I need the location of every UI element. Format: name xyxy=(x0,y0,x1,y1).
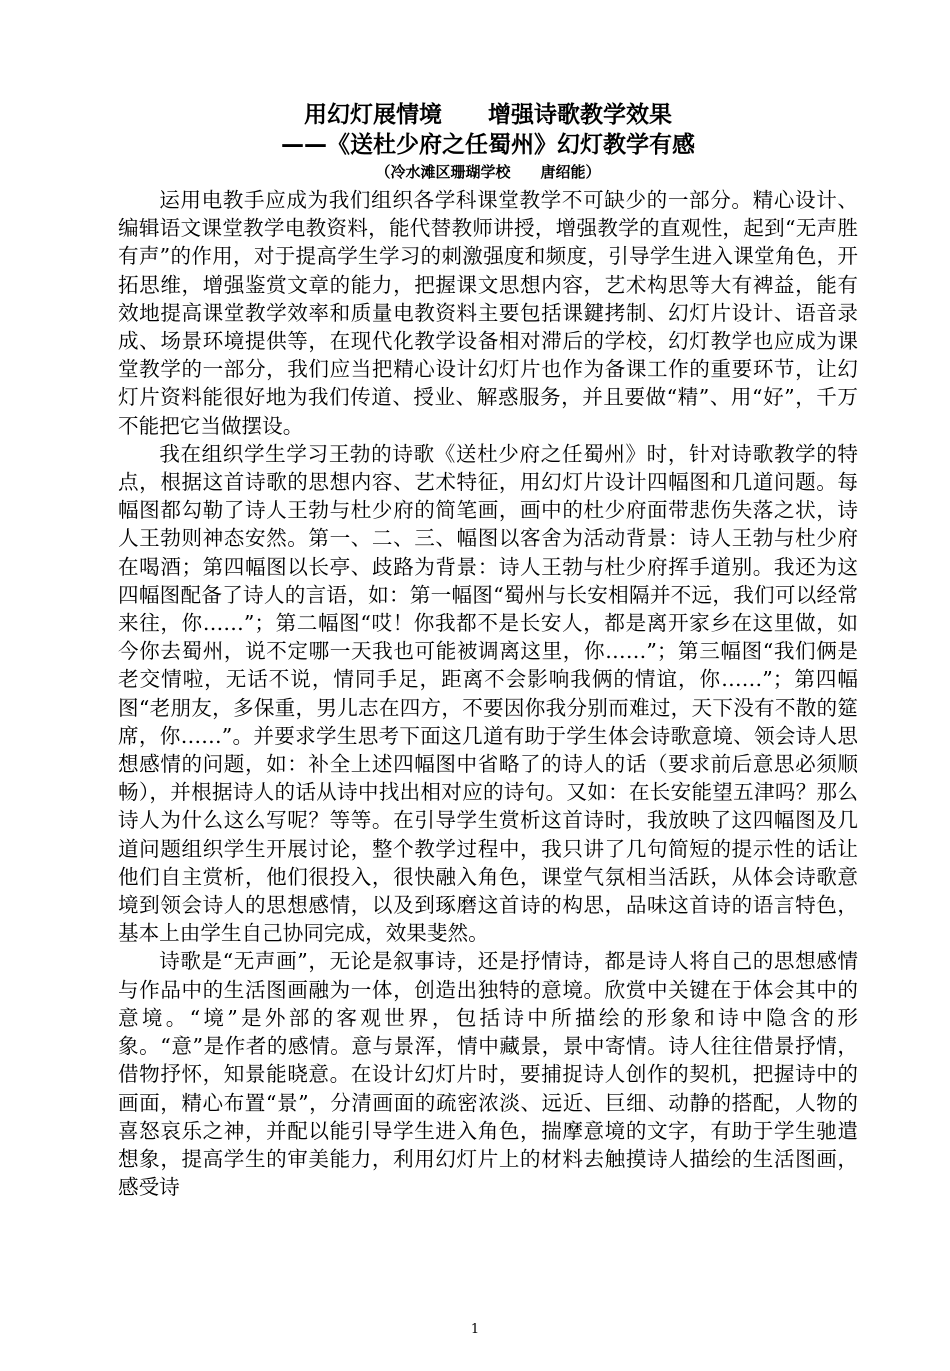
paragraph-2: 我在组织学生学习王勃的诗歌《送杜少府之任蜀州》时，针对诗歌教学的特点，根据这首诗歌的思想内容、艺术特征，用幻灯片设计四幅图和几道问题。每幅图都勾勒了诗人王勃与杜少府的简笔画，画中的杜少府面带悲伤失落之状，诗人王勃则神态安然。第一、二、三、幅图以客舍为活动背景：诗人王勃与杜少府在喝酒；第四幅图以长亭、歧路为背景：诗人王勃与杜少府挥手道别。我还为这四幅图配备了诗人的言语，如：第一幅图“蜀州与长安相隔并不远，我们可以经常来往，你……”；第二幅图“哎！你我都不是长安人，都是离开家乡在这里做，如今你去蜀州，说不定哪一天我也可能被调离这里，你……”；第三幅图“我们俩是老交情啦，无话不说，情同手足，距离不会影响我俩的情谊，你……”；第四幅图“老朋友，多保重，男儿志在四方，不要因你我分别而难过，天下没有不散的筵席，你……”。并要求学生思考下面这几道有助于学生体会诗歌意境、领会诗人思想感情的问题，如：补全上述四幅图中省略了的诗人的话（要求前后意思必须顺畅），并根据诗人的话从诗中找出相对应的诗句。又如：在长安能望五津吗？那么诗人为什么这么写呢？等等。在引导学生赏析这首诗时，我放映了这四幅图及几道问题组织学生开展讨论，整个教学过程中，我只讲了几句简短的提示性的话让他们自主赏析，他们很投入，很快融入角色，课堂气氛相当活跃，从体会诗歌意境到领会诗人的思想感情，以及到琢磨这首诗的构思，品味这首诗的语言特色，基本上由学生自己协同完成，效果斐然。 xyxy=(118,441,858,946)
paragraph-1: 运用电教手应成为我们组织各学科课堂教学不可缺少的一部分。精心设计、编辑语文课堂教学电教资料，能代替教师讲授，增强教学的直观性，起到“无声胜有声”的作用，对于提高学生学习的刺激强度和频度，引导学生进入课堂角色，开拓思维，增强鉴赏文章的能力，把握课文思想内容，艺术构思等大有裨益，能有效地提高课堂教学效率和质量电教资料主要包括课鍵拷制、幻灯片设计、语音录成、场景环境提供等，在现代化教学设备相对滞后的学校，幻灯教学也应成为课堂教学的一部分，我们应当把精心设计幻灯片也作为备课工作的重要环节，让幻灯片资料能很好地为我们传道、授业、解惑服务，并且要做“精”、用“好”，千万不能把它当做摆设。 xyxy=(118,188,858,438)
page-number: 1 xyxy=(470,1322,480,1337)
document-page xyxy=(118,100,858,1201)
document-title: 用幻灯展情境 增强诗歌教学效果 xyxy=(304,102,672,128)
paragraph-3: 诗歌是“无声画”，无论是叙事诗，还是抒情诗，都是诗人将自己的思想感情与作品中的生活图画融为一体，创造出独特的意境。欣赏中关键在于体会其中的意境。“境”是外部的客观世界，包括诗中所描绘的形象和诗中隐含的形象。“意”是作者的感情。意与景浑，情中藏景，景中寄情。诗人往往借景抒情，借物抒怀，知景能晓意。在设计幻灯片时，要捕捉诗人创作的契机，把握诗中的画面，精心布置“景”，分清画面的疏密浓淡、远近、巨细、动静的搭配，人物的喜怒哀乐之神，并配以能引导学生进入角色，揣摩意境的文字，有助于学生驰遣想象，提高学生的审美能力，利用幻灯片上的材料去触摸诗人描绘的生活图画，感受诗 xyxy=(118,949,858,1200)
author-line: （冷水滩区珊瑚学校 唐绍能） xyxy=(375,163,601,181)
document-subtitle: ——《送杜少府之任蜀州》幻灯教学有感 xyxy=(281,132,695,158)
